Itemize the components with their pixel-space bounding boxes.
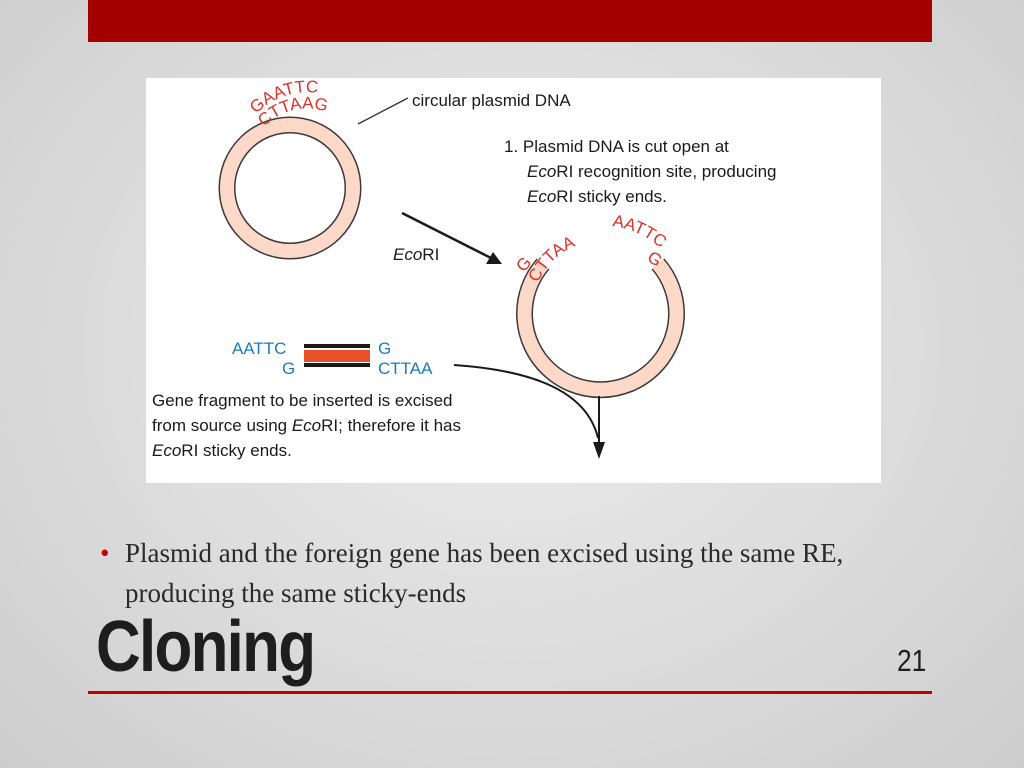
right-sticky-g: G [643, 247, 666, 271]
step1-line3: EcoRI sticky ends. [527, 187, 667, 206]
diagram-svg [146, 78, 881, 483]
plasmid-label: circular plasmid DNA [412, 91, 571, 110]
insert-arrow-head [593, 442, 605, 459]
insert-arrow-curve [454, 365, 598, 438]
left-sticky-g: G [512, 253, 536, 276]
fragment-insert-bar [304, 350, 370, 362]
bullet-text: Plasmid and the foreign gene has been excised using the same RE, producing the same sticky-ends [125, 538, 844, 608]
bullet-list [100, 533, 930, 613]
fragment-bottom-strand [304, 363, 370, 367]
opened-plasmid [525, 264, 677, 390]
fragment-top-strand [304, 344, 370, 348]
title-underline [88, 691, 932, 694]
slide-title: Cloning [96, 607, 315, 687]
gene-caption-line2: from source using EcoRI; therefore it has [152, 416, 461, 435]
ecori-site-top-strand: GAATTC [245, 78, 319, 117]
ecori-site-bottom-strand: CTTAAG [254, 93, 330, 130]
top-accent-bar [88, 0, 932, 42]
plasmid-ring [227, 125, 353, 251]
fragment-right-top: G [378, 339, 392, 358]
fragment-left-bottom: G [282, 359, 296, 378]
left-sticky-seq: CTTAA [524, 232, 578, 285]
plasmid-label-pointer [358, 98, 408, 124]
fragment-right-bottom: CTTAA [378, 359, 433, 378]
gene-caption-line3: EcoRI sticky ends. [152, 441, 292, 460]
plasmid-diagram [146, 78, 881, 483]
bullet-marker: • [100, 538, 110, 568]
step1-line1: 1. Plasmid DNA is cut open at [504, 137, 729, 156]
enzyme-label: EcoRI [393, 245, 440, 264]
slide-number: 21 [897, 643, 927, 678]
step1-line2: EcoRI recognition site, producing [527, 162, 777, 181]
gene-caption-line1: Gene fragment to be inserted is excised [152, 391, 453, 410]
fragment-left-top: AATTC [232, 339, 287, 358]
right-sticky-seq: AATTC [611, 211, 671, 252]
